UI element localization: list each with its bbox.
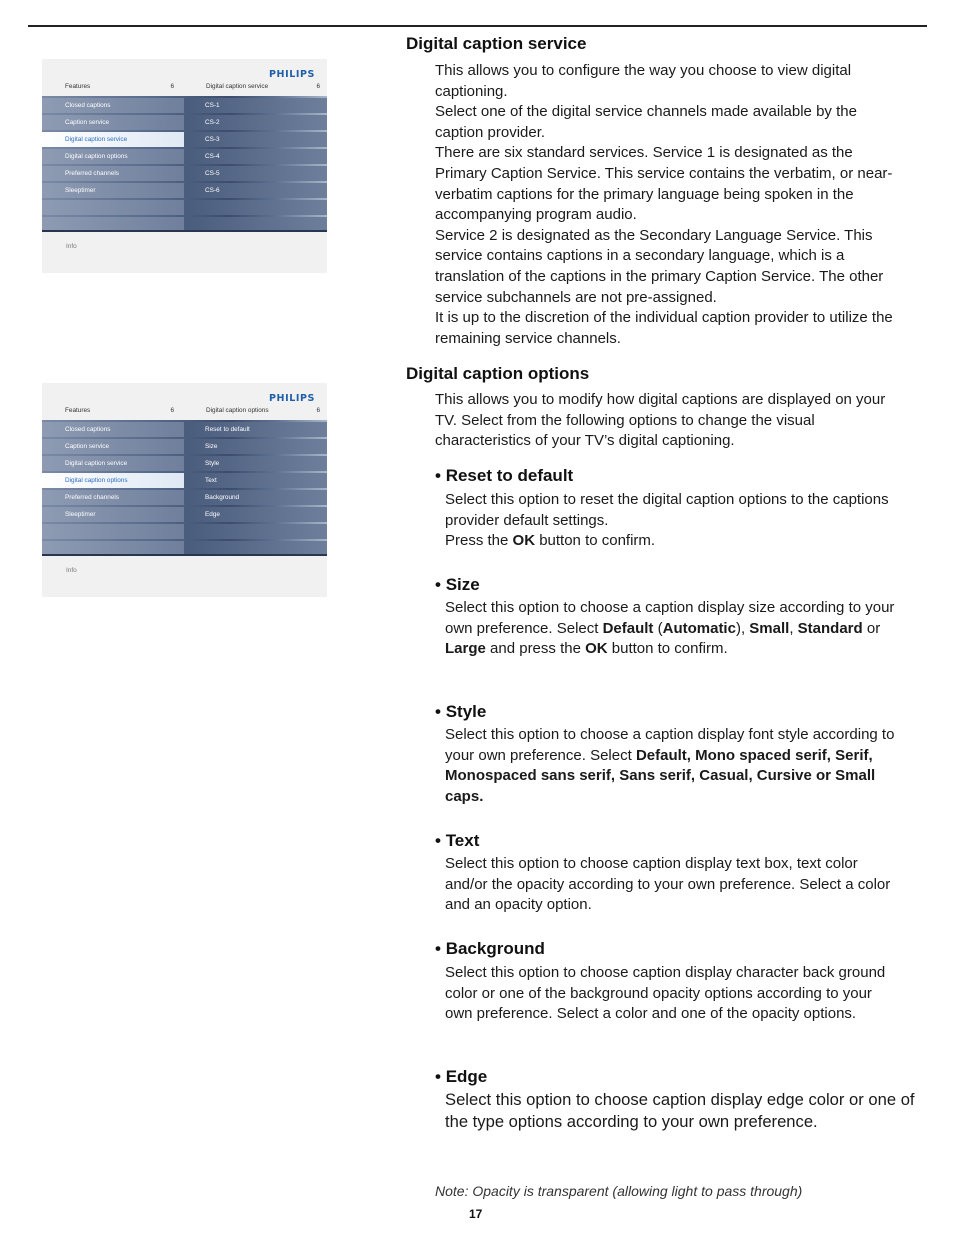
paragraph: It is up to the discretion of the individual caption provider to utilize the remaining service channels.	[435, 309, 893, 347]
menu-right-item: CS-3	[185, 132, 327, 147]
digital-caption-options-intro: This allows you to modify how digital captions are displayed on your TV. Select from the following options to change the visual characteristics of your TV’s digital captioning.	[435, 391, 886, 450]
menu-left-item: Caption service	[42, 115, 184, 130]
menu-left-item	[42, 541, 184, 556]
menu-left-item: Closed captions	[42, 422, 184, 437]
menu-right-item: Size	[185, 439, 327, 454]
section-title-digital-caption-options: Digital caption options	[406, 364, 590, 383]
bullet: •	[435, 831, 441, 850]
bullet: •	[435, 702, 441, 721]
menu-right-item: CS-2	[185, 115, 327, 130]
option-title-text: • Text	[435, 831, 480, 850]
paragraph: There are six standard services. Service 1 is designated as the Primary Caption Service. This service contains the verbatim, or near-verbatim captions for the primary language being spoken in the accompanying program audio.	[435, 144, 893, 224]
paragraph: Service 2 is designated as the Secondary Language Service. This service contains captions in a secondary language, which is a translation of the captions in the primary Caption Service. The other service subchannels are not pre-assigned.	[435, 226, 884, 306]
menu-left-item	[42, 200, 184, 215]
digital-caption-service-text	[435, 61, 905, 349]
menu-right-item: Style	[185, 456, 327, 471]
menu-left-item	[42, 217, 184, 232]
menu-left-item: Digital caption service	[42, 456, 184, 471]
menu-left-header: Features 6	[65, 83, 174, 90]
menu-right-header: Digital caption options 6	[206, 407, 320, 414]
menu-screenshot-digital-caption-options	[42, 383, 327, 597]
menu-right-item: Text	[185, 473, 327, 488]
option-title-style: • Style	[435, 702, 487, 721]
bullet: •	[435, 466, 441, 485]
menu-info-label: Info	[66, 243, 77, 250]
option-title-size: • Size	[435, 575, 480, 594]
menu-right-header: Digital caption service 6	[206, 83, 320, 90]
option-desc-edge: Select this option to choose caption display edge color or one of the type options according to your own preference.	[445, 1090, 915, 1131]
menu-right-item	[185, 217, 327, 232]
option-title-edge: • Edge	[435, 1067, 488, 1086]
menu-left-item: Digital caption options	[42, 473, 184, 488]
menu-left-item: Sleeptimer	[42, 183, 184, 198]
menu-left-item	[42, 524, 184, 539]
menu-right-item	[185, 524, 327, 539]
menu-left-item: Digital caption service	[42, 132, 184, 147]
option-desc-background: Select this option to choose caption display character back ground color or one of the background opacity options according to your own preference. Select a color and one of the opacity options.	[445, 964, 886, 1023]
bullet: •	[435, 1067, 441, 1086]
menu-right-item: CS-4	[185, 149, 327, 164]
paragraph: This allows you to configure the way you choose to view digital captioning.	[435, 62, 852, 100]
philips-logo: PHILIPS	[268, 69, 315, 80]
option-title-background: • Background	[435, 939, 545, 958]
menu-info-label: Info	[66, 567, 77, 574]
paragraph: Select one of the digital service channels made available by the caption provider.	[435, 103, 857, 141]
menu-right-item: CS-5	[185, 166, 327, 181]
menu-right-item: Edge	[185, 507, 327, 522]
opacity-note: Note: Opacity is transparent (allowing light to pass through)	[435, 1183, 803, 1199]
menu-left-item: Caption service	[42, 439, 184, 454]
menu-left-item: Preferred channels	[42, 166, 184, 181]
option-desc-style: Select this option to choose a caption display font style according to your own preference. Select Default, Mono spaced serif, Serif, Monospaced sans serif, Sans serif, Casual, Cursive or Small caps.	[445, 726, 895, 805]
bullet: •	[435, 939, 441, 958]
section-title-digital-caption-service: Digital caption service	[406, 34, 587, 53]
menu-left-item: Digital caption options	[42, 149, 184, 164]
menu-right-item: CS-1	[185, 98, 327, 113]
bullet: •	[435, 575, 441, 594]
menu-screenshot-digital-caption-service	[42, 59, 327, 273]
menu-body	[42, 420, 327, 556]
option-desc-size: Select this option to choose a caption display size according to your own preference. Select Default (Automatic), Small, Standard or Large and press the OK button to confirm.	[445, 599, 895, 658]
option-desc-reset: Select this option to reset the digital caption options to the captions provider default settings. Press the OK button to confirm.	[445, 491, 889, 550]
menu-body	[42, 96, 327, 232]
page-number: 17	[469, 1207, 483, 1221]
menu-left-item: Preferred channels	[42, 490, 184, 505]
menu-left-item: Closed captions	[42, 98, 184, 113]
option-desc-text: Select this option to choose caption display text box, text color and/or the opacity according to your own preference. Select a color and an opacity option.	[445, 855, 891, 914]
menu-right-item	[185, 200, 327, 215]
menu-right-item: Reset to default	[185, 422, 327, 437]
top-rule	[28, 25, 927, 27]
menu-right-item	[185, 541, 327, 556]
philips-logo: PHILIPS	[268, 393, 315, 404]
menu-right-item: Background	[185, 490, 327, 505]
menu-left-item: Sleeptimer	[42, 507, 184, 522]
option-title-reset: • Reset to default	[435, 466, 574, 485]
menu-right-item: CS-6	[185, 183, 327, 198]
menu-left-header: Features 6	[65, 407, 174, 414]
